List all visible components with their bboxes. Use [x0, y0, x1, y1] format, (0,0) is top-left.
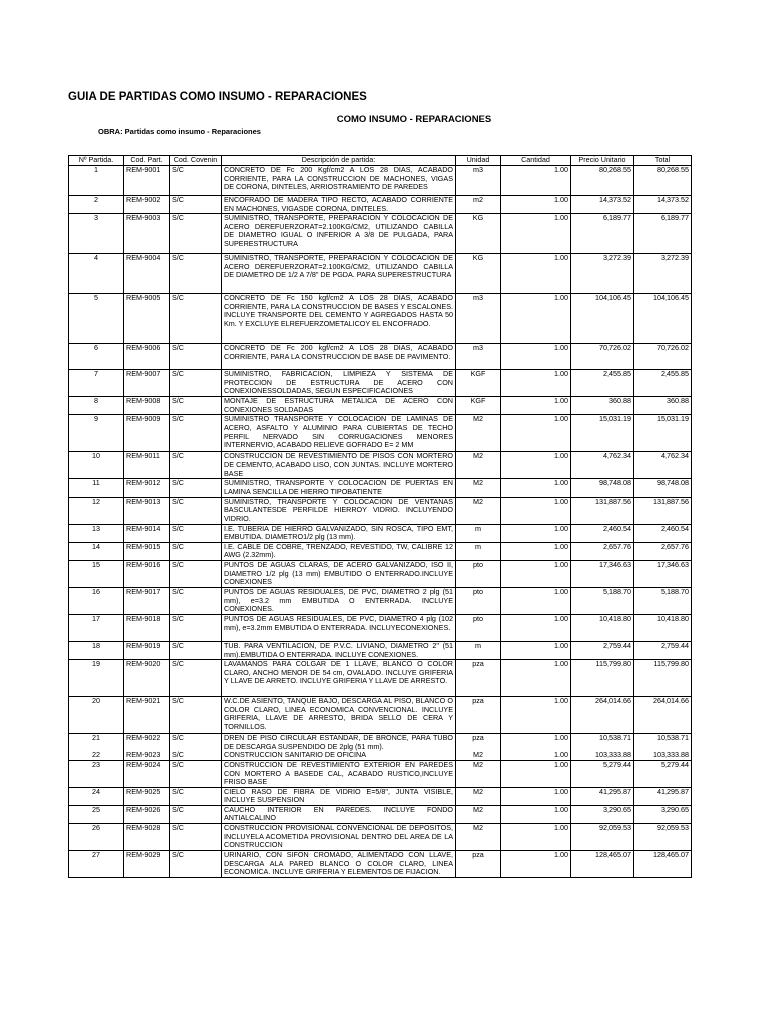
description-cell: PUNTOS DE AGUAS RESIDUALES, DE PVC, DIAMETRO 2 plg (51 mm), e=3.2 mm EMBUTIDA O ENTERRADA. INCLUYE CONEXIONES.: [222, 587, 456, 614]
row-number-cell: 22: [69, 751, 124, 760]
unit-cell: m: [456, 641, 501, 659]
quantity-cell: 1.00: [501, 370, 571, 397]
table-row: [69, 824, 692, 851]
part-code-cell: REM-9001: [124, 166, 170, 196]
unit-cell: KGF: [456, 370, 501, 397]
unit-cell: pto: [456, 587, 501, 614]
unit-price-cell: 264,014.66: [571, 697, 634, 734]
description-cell: I.E. TUBERIA DE HIERRO GALVANIZADO, SIN ROSCA, TIPO EMT, EMBUTIDA. DIAMETRO1/2 plg (13 mm).: [222, 524, 456, 542]
unit-cell: m: [456, 542, 501, 560]
unit-price-cell: 360.88: [571, 397, 634, 415]
table-row: [69, 214, 692, 254]
table-row: [69, 587, 692, 614]
unit-cell: m: [456, 524, 501, 542]
covenin-code-cell: S/C: [170, 560, 222, 587]
covenin-code-cell: S/C: [170, 734, 222, 752]
quantity-cell: 1.00: [501, 660, 571, 697]
unit-cell: KGF: [456, 397, 501, 415]
total-cell: 98,748.08: [634, 479, 692, 497]
total-cell: 70,726.02: [634, 344, 692, 370]
quantity-cell: 1.00: [501, 697, 571, 734]
table-row: [69, 479, 692, 497]
header-cell: Unidad: [456, 156, 501, 166]
part-code-cell: REM-9017: [124, 587, 170, 614]
row-number-cell: 16: [69, 587, 124, 614]
table-header-row: [69, 156, 692, 166]
quantity-cell: 1.00: [501, 166, 571, 196]
quantity-cell: 1.00: [501, 641, 571, 659]
unit-price-cell: 115,799.80: [571, 660, 634, 697]
unit-price-cell: 10,538.71: [571, 734, 634, 752]
table-row: [69, 370, 692, 397]
covenin-code-cell: S/C: [170, 344, 222, 370]
table-row: [69, 851, 692, 878]
unit-price-cell: 5,279.44: [571, 760, 634, 787]
table-row: [69, 760, 692, 787]
quantity-cell: 1.00: [501, 254, 571, 294]
covenin-code-cell: S/C: [170, 824, 222, 851]
table-row: [69, 524, 692, 542]
row-number-cell: 8: [69, 397, 124, 415]
quantity-cell: 1.00: [501, 587, 571, 614]
row-number-cell: 23: [69, 760, 124, 787]
unit-cell: pza: [456, 851, 501, 878]
unit-cell: M2: [456, 805, 501, 823]
total-cell: 80,268.55: [634, 166, 692, 196]
row-number-cell: 9: [69, 415, 124, 452]
table-row: [69, 166, 692, 196]
unit-cell: M2: [456, 824, 501, 851]
unit-price-cell: 6,189.77: [571, 214, 634, 254]
quantity-cell: 1.00: [501, 824, 571, 851]
partidas-table: [68, 155, 692, 878]
total-cell: 4,762.34: [634, 452, 692, 479]
table-row: [69, 734, 692, 752]
quantity-cell: 1.00: [501, 734, 571, 752]
unit-price-cell: 14,373.52: [571, 196, 634, 214]
part-code-cell: REM-9005: [124, 294, 170, 344]
unit-cell: m3: [456, 166, 501, 196]
part-code-cell: REM-9012: [124, 479, 170, 497]
part-code-cell: REM-9022: [124, 734, 170, 752]
total-cell: 360.88: [634, 397, 692, 415]
covenin-code-cell: S/C: [170, 370, 222, 397]
total-cell: 2,455.85: [634, 370, 692, 397]
description-cell: CAUCHO INTERIOR EN PAREDES. INCLUYE FONDO ANTIALCALINO: [222, 805, 456, 823]
part-code-cell: REM-9006: [124, 344, 170, 370]
unit-cell: KG: [456, 254, 501, 294]
unit-price-cell: 2,759.44: [571, 641, 634, 659]
part-code-cell: REM-9002: [124, 196, 170, 214]
unit-cell: M2: [456, 415, 501, 452]
description-cell: SUMINISTRO TRANSPORTE Y COLOCACION DE LAMINAS DE ACERO, ASFALTO Y ALUMINIO PARA CUBIERTAS DE TECHO PERFIL NERVADO SIN CORRUGACIONES MENORES INTERNERVIO, ACABADO RELIEVE GOFRADO E= 2 MM: [222, 415, 456, 452]
unit-cell: KG: [456, 214, 501, 254]
total-cell: 10,538.71: [634, 734, 692, 752]
covenin-code-cell: S/C: [170, 614, 222, 641]
quantity-cell: 1.00: [501, 214, 571, 254]
unit-cell: m3: [456, 294, 501, 344]
quantity-cell: 1.00: [501, 344, 571, 370]
row-number-cell: 25: [69, 805, 124, 823]
total-cell: 5,279.44: [634, 760, 692, 787]
unit-cell: m3: [456, 344, 501, 370]
row-number-cell: 2: [69, 196, 124, 214]
unit-cell: pza: [456, 660, 501, 697]
description-cell: PUNTOS DE AGUAS RESIDUALES, DE PVC, DIAMETRO 4 plg (102 mm), e=3.2mm EMBUTIDA O ENTERRADA. INCLUYECONEXIONES.: [222, 614, 456, 641]
part-code-cell: REM-9029: [124, 851, 170, 878]
quantity-cell: 1.00: [501, 196, 571, 214]
part-code-cell: REM-9019: [124, 641, 170, 659]
table-row: [69, 641, 692, 659]
covenin-code-cell: S/C: [170, 524, 222, 542]
unit-cell: M2: [456, 787, 501, 805]
total-cell: 15,031.19: [634, 415, 692, 452]
unit-price-cell: 10,418.80: [571, 614, 634, 641]
description-cell: PUNTOS DE AGUAS CLARAS, DE ACERO GALVANIZADO, ISO II, DIAMETRO 1/2 plg (13 mm) EMBUTIDO O ENTERRADO.INCLUYE CONEXIONES: [222, 560, 456, 587]
part-code-cell: REM-9020: [124, 660, 170, 697]
quantity-cell: 1.00: [501, 787, 571, 805]
covenin-code-cell: S/C: [170, 415, 222, 452]
covenin-code-cell: S/C: [170, 697, 222, 734]
part-code-cell: REM-9028: [124, 824, 170, 851]
row-number-cell: 17: [69, 614, 124, 641]
description-cell: CONCRETO DE Fc 200 Kgf/cm2 A LOS 28 DIAS, ACABADO CORRIENTE, PARA LA CONSTRUCCION DE MACHONES, VIGAS DE CORONA, DINTELES, ARRIOSTRAMIENTO DE PAREDES: [222, 166, 456, 196]
unit-price-cell: 3,272.39: [571, 254, 634, 294]
unit-cell: pza: [456, 734, 501, 752]
covenin-code-cell: S/C: [170, 166, 222, 196]
row-number-cell: 19: [69, 660, 124, 697]
covenin-code-cell: S/C: [170, 851, 222, 878]
unit-price-cell: 3,290.65: [571, 805, 634, 823]
table-row: [69, 344, 692, 370]
header-cell: Nº Partida.: [69, 156, 124, 166]
part-code-cell: REM-9018: [124, 614, 170, 641]
description-cell: W.C.DE ASIENTO, TANQUE BAJO, DESCARGA AL PISO, BLANCO O COLOR CLARO, LINEA ECONOMICA CONVENCIONAL. INCLUYE GRIFERIA, LLAVE DE ARRESTO, BRIDA SELLO DE CERA Y TORNILLOS.: [222, 697, 456, 734]
table-row: [69, 787, 692, 805]
table-row: [69, 294, 692, 344]
covenin-code-cell: S/C: [170, 641, 222, 659]
row-number-cell: 12: [69, 497, 124, 524]
covenin-code-cell: S/C: [170, 542, 222, 560]
part-code-cell: REM-9007: [124, 370, 170, 397]
covenin-code-cell: S/C: [170, 787, 222, 805]
covenin-code-cell: S/C: [170, 805, 222, 823]
part-code-cell: REM-9009: [124, 415, 170, 452]
unit-price-cell: 4,762.34: [571, 452, 634, 479]
covenin-code-cell: S/C: [170, 760, 222, 787]
part-code-cell: REM-9014: [124, 524, 170, 542]
description-cell: CONSTRUCCION SANITARIO DE OFICINA: [222, 751, 456, 760]
unit-cell: m2: [456, 196, 501, 214]
unit-price-cell: 5,188.70: [571, 587, 634, 614]
row-number-cell: 1: [69, 166, 124, 196]
total-cell: 128,465.07: [634, 851, 692, 878]
header-cell: Precio Unitario: [571, 156, 634, 166]
total-cell: 2,460.54: [634, 524, 692, 542]
document-title: GUIA DE PARTIDAS COMO INSUMO - REPARACIONES: [68, 91, 367, 103]
total-cell: 115,799.80: [634, 660, 692, 697]
row-number-cell: 13: [69, 524, 124, 542]
row-number-cell: 6: [69, 344, 124, 370]
unit-cell: pto: [456, 614, 501, 641]
part-code-cell: REM-9011: [124, 452, 170, 479]
row-number-cell: 11: [69, 479, 124, 497]
header-cell: Descripción de partida:: [222, 156, 456, 166]
row-number-cell: 18: [69, 641, 124, 659]
unit-price-cell: 103,333.88: [571, 751, 634, 760]
total-cell: 264,014.66: [634, 697, 692, 734]
part-code-cell: REM-9026: [124, 805, 170, 823]
description-cell: LAVAMANOS PARA COLGAR DE 1 LLAVE, BLANCO O COLOR CLARO, ANCHO MENOR DE 54 cm, OVALADO. INCLUYE GRIFERIA Y LLAVE DE ARRETO. INCLUYE GRIFERIA Y LLAVE DE ARRESTO.: [222, 660, 456, 697]
description-cell: DREN DE PISO CIRCULAR ESTANDAR, DE BRONCE, PARA TUBO DE DESCARGA SUSPENDIDO DE 2plg (51 mm).: [222, 734, 456, 752]
unit-price-cell: 2,455.85: [571, 370, 634, 397]
quantity-cell: 1.00: [501, 542, 571, 560]
row-number-cell: 27: [69, 851, 124, 878]
quantity-cell: 1.00: [501, 524, 571, 542]
total-cell: 14,373.52: [634, 196, 692, 214]
unit-cell: M2: [456, 497, 501, 524]
table-row: [69, 805, 692, 823]
unit-price-cell: 92,059.53: [571, 824, 634, 851]
table-row: [69, 697, 692, 734]
quantity-cell: 1.00: [501, 805, 571, 823]
part-code-cell: REM-9021: [124, 697, 170, 734]
row-number-cell: 14: [69, 542, 124, 560]
unit-cell: pto: [456, 560, 501, 587]
document-subtitle: COMO INSUMO - REPARACIONES: [336, 114, 492, 125]
unit-price-cell: 80,268.55: [571, 166, 634, 196]
part-code-cell: REM-9016: [124, 560, 170, 587]
description-cell: CIELO RASO DE FIBRA DE VIDRIO E=5/8", JUNTA VISIBLE, INCLUYE SUSPENSION: [222, 787, 456, 805]
unit-cell: pza: [456, 697, 501, 734]
quantity-cell: 1.00: [501, 614, 571, 641]
description-cell: CONSTRUCCION DE REVESTIMIENTO EXTERIOR EN PAREDES CON MORTERO A BASEDE CAL, ACABADO RUSTICO,INCLUYE FRISO BASE: [222, 760, 456, 787]
unit-price-cell: 41,295.87: [571, 787, 634, 805]
table-row: [69, 415, 692, 452]
covenin-code-cell: S/C: [170, 196, 222, 214]
table-row: [69, 397, 692, 415]
header-cell: Total: [634, 156, 692, 166]
table-row: [69, 560, 692, 587]
part-code-cell: REM-9023: [124, 751, 170, 760]
quantity-cell: 1.00: [501, 751, 571, 760]
quantity-cell: 1.00: [501, 497, 571, 524]
unit-cell: M2: [456, 452, 501, 479]
unit-price-cell: 2,657.76: [571, 542, 634, 560]
unit-price-cell: 98,748.08: [571, 479, 634, 497]
row-number-cell: 10: [69, 452, 124, 479]
header-cell: Cod. Covenin: [170, 156, 222, 166]
unit-cell: M2: [456, 760, 501, 787]
total-cell: 10,418.80: [634, 614, 692, 641]
total-cell: 103,333.88: [634, 751, 692, 760]
covenin-code-cell: S/C: [170, 751, 222, 760]
part-code-cell: REM-9004: [124, 254, 170, 294]
description-cell: ENCOFRADO DE MADERA TIPO RECTO, ACABADO CORRIENTE EN MACHONES, VIGASDE CORONA, DINTELES.: [222, 196, 456, 214]
quantity-cell: 1.00: [501, 479, 571, 497]
table-row: [69, 660, 692, 697]
row-number-cell: 24: [69, 787, 124, 805]
description-cell: CONSTRUCCION DE REVESTIMIENTO DE PISOS CON MORTERO DE CEMENTO, ACABADO LISO, CON JUNTAS. INCLUYE MORTERO BASE: [222, 452, 456, 479]
table-row: [69, 542, 692, 560]
covenin-code-cell: S/C: [170, 660, 222, 697]
table-row: [69, 452, 692, 479]
description-cell: SUMINISTRO, TRANSPORTE Y COLOCACION DE VENTANAS BASCULANTESDE PERFILDE HIERROY VIDRIO. INCLUYENDO VIDRIO.: [222, 497, 456, 524]
total-cell: 5,188.70: [634, 587, 692, 614]
covenin-code-cell: S/C: [170, 497, 222, 524]
unit-price-cell: 128,465.07: [571, 851, 634, 878]
part-code-cell: REM-9003: [124, 214, 170, 254]
part-code-cell: REM-9013: [124, 497, 170, 524]
row-number-cell: 4: [69, 254, 124, 294]
quantity-cell: 1.00: [501, 415, 571, 452]
row-number-cell: 15: [69, 560, 124, 587]
unit-price-cell: 70,726.02: [571, 344, 634, 370]
quantity-cell: 1.00: [501, 760, 571, 787]
obra-label: OBRA: Partidas como insumo - Reparaciones: [98, 127, 261, 136]
row-number-cell: 5: [69, 294, 124, 344]
unit-cell: M2: [456, 479, 501, 497]
description-cell: I.E. CABLE DE COBRE, TRENZADO, REVESTIDO, TW, CALIBRE 12 AWG (2.32mm).: [222, 542, 456, 560]
covenin-code-cell: S/C: [170, 254, 222, 294]
description-cell: CONCRETO DE Fc 150 kgf/cm2 A LOS 28 DIAS, ACABADO CORRIENTE, PARA LA CONSTRUCCION DE BASES Y ESCALONES. INCLUYE TRANSPORTE DEL CEMENTO Y AGREGADOS HASTA 50 Km. Y EXCLUYE ELREFUERZOMETALICOY EL ENCOFRADO.: [222, 294, 456, 344]
covenin-code-cell: S/C: [170, 479, 222, 497]
table-row: [69, 497, 692, 524]
covenin-code-cell: S/C: [170, 214, 222, 254]
unit-price-cell: 17,346.63: [571, 560, 634, 587]
unit-cell: M2: [456, 751, 501, 760]
total-cell: 6,189.77: [634, 214, 692, 254]
quantity-cell: 1.00: [501, 452, 571, 479]
total-cell: 3,272.39: [634, 254, 692, 294]
table-row: [69, 614, 692, 641]
quantity-cell: 1.00: [501, 397, 571, 415]
part-code-cell: REM-9008: [124, 397, 170, 415]
description-cell: CONSTRUCCION PROVISIONAL CONVENCIONAL DE DEPOSITOS, INCLUYELA ACOMETIDA PROVISIONAL DENTRO DEL AREA DE LA CONSTRUCCION: [222, 824, 456, 851]
total-cell: 3,290.65: [634, 805, 692, 823]
description-cell: CONCRETO DE Fc 200 kgf/cm2 A LOS 28 DIAS, ACABADO CORRIENTE, PARA LA CONSTRUCCION DE BASE DE PAVIMENTO.: [222, 344, 456, 370]
table-row: [69, 254, 692, 294]
header-cell: Cod. Part.: [124, 156, 170, 166]
covenin-code-cell: S/C: [170, 397, 222, 415]
covenin-code-cell: S/C: [170, 294, 222, 344]
covenin-code-cell: S/C: [170, 587, 222, 614]
unit-price-cell: 15,031.19: [571, 415, 634, 452]
description-cell: URINARIO, CON SIFON CROMADO, ALIMENTADO CON LLAVE, DESCARGA ALA PARED BLANCO O COLOR CLARO, LINEA ECONOMICA. INCLUYE GRIFERIA Y ELEMENTOS DE FIJACION.: [222, 851, 456, 878]
total-cell: 131,887.56: [634, 497, 692, 524]
quantity-cell: 1.00: [501, 560, 571, 587]
description-cell: SUMINISTRO, TRANSPORTE, PREPARACION Y COLOCACION DE ACERO DEREFUERZORAT=2.100KG/CM2, UTILIZANDO CABILLA DE DIAMETRO DE 1/2 A 7/8" DE PGDA. PARA SUPERESTRUCTURA: [222, 254, 456, 294]
unit-price-cell: 104,106.45: [571, 294, 634, 344]
part-code-cell: REM-9015: [124, 542, 170, 560]
total-cell: 17,346.63: [634, 560, 692, 587]
quantity-cell: 1.00: [501, 294, 571, 344]
description-cell: SUMINISTRO, TRANSPORTE Y COLOCACION DE PUERTAS EN LAMINA SENCILLA DE HIERRO TIPOBATIENTE: [222, 479, 456, 497]
total-cell: 2,759.44: [634, 641, 692, 659]
row-number-cell: 26: [69, 824, 124, 851]
total-cell: 41,295.87: [634, 787, 692, 805]
unit-price-cell: 131,887.56: [571, 497, 634, 524]
row-number-cell: 21: [69, 734, 124, 752]
total-cell: 104,106.45: [634, 294, 692, 344]
description-cell: SUMINISTRO, FABRICACION, LIMPIEZA Y SISTEMA DE PROTECCION DE ESTRUCTURA DE ACERO CON CONEXIONESSOLDADAS, SEGUN ESPECIFICACIONES: [222, 370, 456, 397]
description-cell: SUMINISTRO, TRANSPORTE, PREPARACION Y COLOCACION DE ACERO DEREFUERZORAT=2.100KG/CM2, UTILIZANDO CABILLA DE DIAMETRO IGUAL O INFERIOR A 3/8 DE PULGADA, PARA SUPERESTRUCTURA: [222, 214, 456, 254]
total-cell: 92,059.53: [634, 824, 692, 851]
unit-price-cell: 2,460.54: [571, 524, 634, 542]
row-number-cell: 3: [69, 214, 124, 254]
table-row: [69, 196, 692, 214]
part-code-cell: REM-9024: [124, 760, 170, 787]
row-number-cell: 7: [69, 370, 124, 397]
description-cell: TUB. PARA VENTILACION, DE P.V.C. LIVIANO, DIAMETRO 2" (51 mm).EMBUTIDA O ENTERRADA. INCLUYE CONEXIONES.: [222, 641, 456, 659]
header-cell: Cantidad: [501, 156, 571, 166]
description-cell: MONTAJE DE ESTRUCTURA METALICA DE ACERO CON CONEXIONES SOLDADAS: [222, 397, 456, 415]
quantity-cell: 1.00: [501, 851, 571, 878]
covenin-code-cell: S/C: [170, 452, 222, 479]
row-number-cell: 20: [69, 697, 124, 734]
part-code-cell: REM-9025: [124, 787, 170, 805]
total-cell: 2,657.76: [634, 542, 692, 560]
